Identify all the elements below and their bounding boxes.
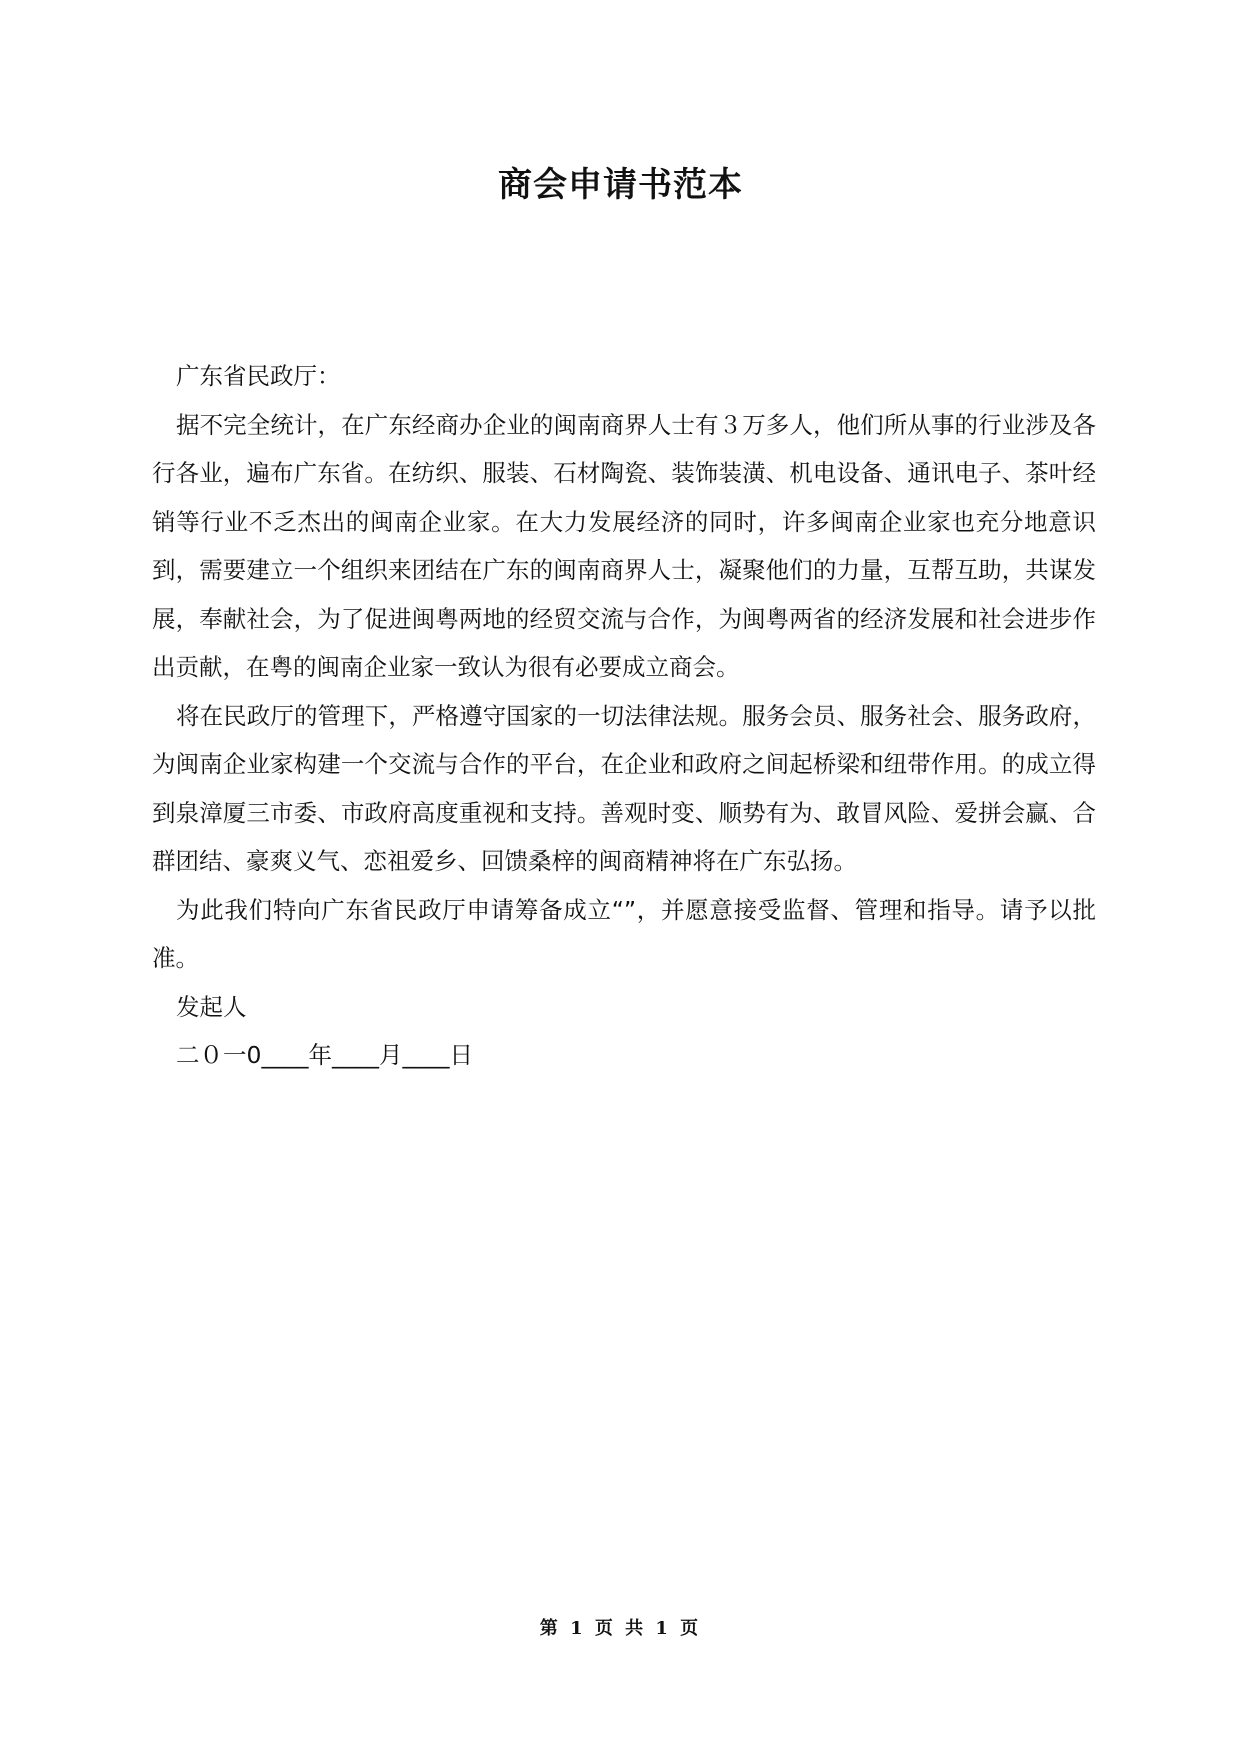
paragraph-1: 据不完全统计，在广东经商办企业的闽南商界人士有３万多人，他们所从事的行业涉及各行各业，遍布广东省。在纺织、服装、石材陶瓷、装饰装潢、机电设备、通讯电子、茶叶经销等行业不乏杰出的闽南企业家。在大力发展经济的同时，许多闽南企业家也充分地意识到，需要建立一个组织来团结在广东的闽南商界人士，凝聚他们的力量，互帮互助，共谋发展，奉献社会，为了促进闽粤两地的经贸交流与合作，为闽粤两省的经济发展和社会进步作出贡献，在粤的闽南企业家一致认为很有必要成立商会。 [152, 410, 1096, 681]
paragraph-3: 为此我们特向广东省民政厅申请筹备成立“”，并愿意接受监督、管理和指导。请予以批准。 [152, 895, 1096, 972]
signature-line: 发起人 [176, 992, 247, 1021]
document-title: 商会申请书范本 [498, 165, 743, 205]
paragraph-2: 将在民政厅的管理下，严格遵守国家的一切法律法规。服务会员、服务社会、服务政府，为闽南企业家构建一个交流与合作的平台，在企业和政府之间起桥梁和纽带作用。的成立得到泉漳厦三市委、市政府高度重视和支持。善观时变、顺势有为、敢冒风险、爱拼会赢、合群团结、豪爽义气、恋祖爱乡、回馈桑梓的闽商精神将在广东弘扬。 [152, 701, 1096, 875]
date-line: 二０一0____年____月____日 [176, 1041, 473, 1069]
salutation: 广东省民政厅： [176, 362, 341, 390]
document-body [152, 352, 1096, 1080]
page-footer: 第 1 页 共 1 页 [539, 1618, 702, 1639]
